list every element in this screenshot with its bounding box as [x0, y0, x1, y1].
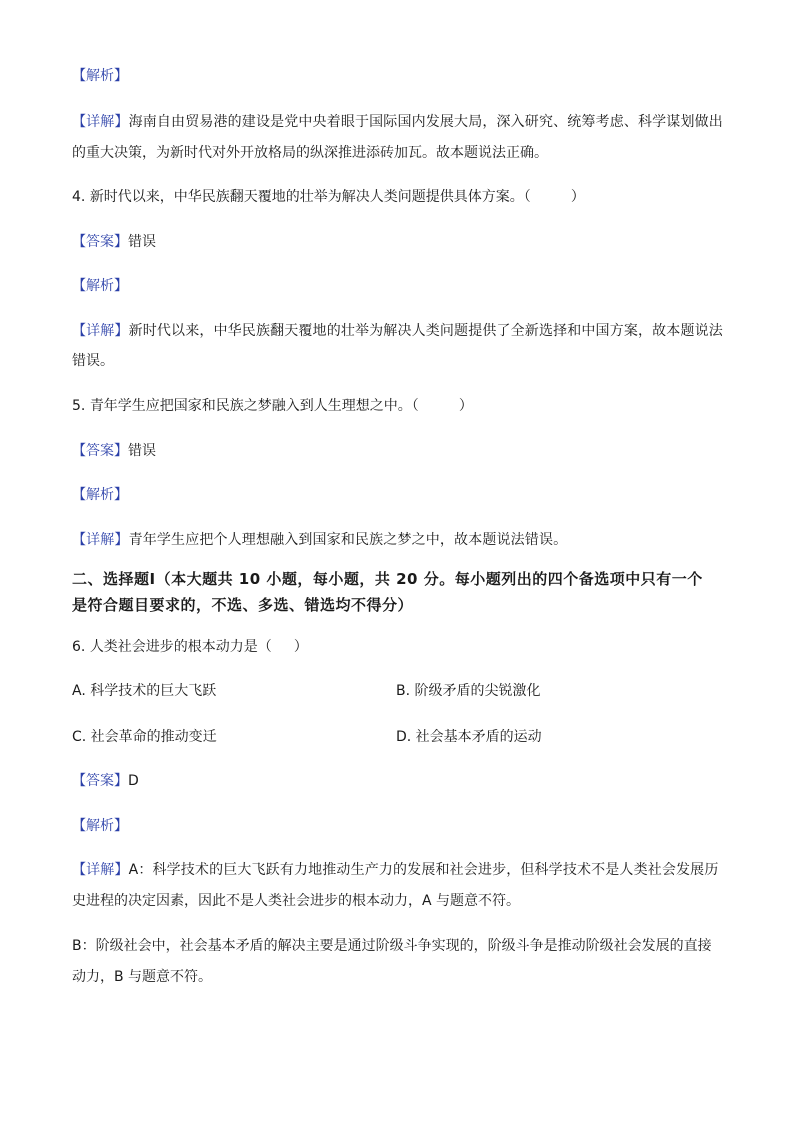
- detail-label: 【详解】: [72, 114, 129, 130]
- q6-detail-a-line2: 史进程的决定因素，因此不是人类社会进步的根本动力，A 与题意不符。: [72, 893, 521, 909]
- q6-detail-a-line1: [72, 860, 718, 880]
- q6-option-b: B. 阶级矛盾的尖锐激化: [396, 683, 541, 699]
- q4-number: 4.: [72, 189, 86, 205]
- q6-detail-b-line2: 动力，B 与题意不符。: [72, 969, 213, 985]
- section-2-heading-line1: 二、选择题Ⅰ（本大题共 10 小题，每小题，共 20 分。每小题列出的四个备选项中只有一个: [72, 570, 703, 588]
- q5-close-paren: ）: [458, 398, 473, 414]
- q4-close-paren: ）: [570, 189, 585, 205]
- q3-detail-line2: 的重大决策，为新时代对外开放格局的纵深推进添砖加瓦。故本题说法正确。: [72, 145, 548, 161]
- q4-analysis-label: 【解析】: [72, 278, 128, 294]
- q4-answer: [72, 232, 156, 252]
- q5-text: 青年学生应把国家和民族之梦融入到人生理想之中。（: [89, 398, 419, 414]
- question-6: [72, 637, 308, 657]
- q6-text: 人类社会进步的根本动力是（: [89, 639, 272, 655]
- question-4: [72, 187, 585, 207]
- q5-detail-text1: 青年学生应把个人理想融入到国家和民族之梦之中，故本题说法错误。: [128, 532, 568, 548]
- q4-detail-label: 【详解】: [72, 323, 129, 339]
- q6-detail-a-text1: A：科学技术的巨大飞跃有力地推动生产力的发展和社会进步，但科学技术不是人类社会发展历: [128, 862, 719, 878]
- q4-detail-line2: 错误。: [72, 353, 114, 369]
- q3-detail-line1: [72, 112, 723, 132]
- q4-answer-value: 错误: [128, 234, 156, 250]
- q6-number: 6.: [72, 639, 86, 655]
- q4-text: 新时代以来，中华民族翻天覆地的壮举为解决人类问题提供具体方案。（: [89, 189, 531, 205]
- q5-detail-line1: [72, 530, 567, 550]
- q4-detail-line1: [72, 321, 723, 341]
- q5-detail-label: 【详解】: [72, 532, 129, 548]
- q6-close-paren: ）: [293, 639, 308, 655]
- q6-detail-label: 【详解】: [72, 862, 129, 878]
- q5-analysis-label: 【解析】: [72, 487, 128, 503]
- q3-detail-text1: 海南自由贸易港的建设是党中央着眼于国际国内发展大局，深入研究、统筹考虑、科学谋划做出: [128, 114, 723, 130]
- q5-number: 5.: [72, 398, 86, 414]
- q6-answer-value: D: [128, 773, 139, 789]
- section-2-heading-line2: 是符合题目要求的，不选、多选、错选均不得分）: [72, 596, 414, 614]
- q6-answer-label: 【答案】: [72, 773, 128, 789]
- question-5: [72, 396, 473, 416]
- q5-answer-value: 错误: [128, 443, 156, 459]
- q6-option-d: D. 社会基本矛盾的运动: [396, 729, 542, 745]
- q4-detail-text1: 新时代以来，中华民族翻天覆地的壮举为解决人类问题提供了全新选择和中国方案，故本题说法: [128, 323, 723, 339]
- answer-label: 【答案】: [72, 234, 128, 250]
- q6-option-c: C. 社会革命的推动变迁: [72, 729, 217, 745]
- q6-option-a: A. 科学技术的巨大飞跃: [72, 683, 217, 699]
- q5-answer: [72, 441, 156, 461]
- q5-answer-label: 【答案】: [72, 443, 128, 459]
- q6-analysis-label: 【解析】: [72, 818, 128, 834]
- analysis-label: 【解析】: [72, 68, 128, 84]
- q6-answer: [72, 771, 139, 791]
- q6-detail-b-line1: B：阶级社会中，社会基本矛盾的解决主要是通过阶级斗争实现的，阶级斗争是推动阶级社会发展的直接: [72, 938, 712, 954]
